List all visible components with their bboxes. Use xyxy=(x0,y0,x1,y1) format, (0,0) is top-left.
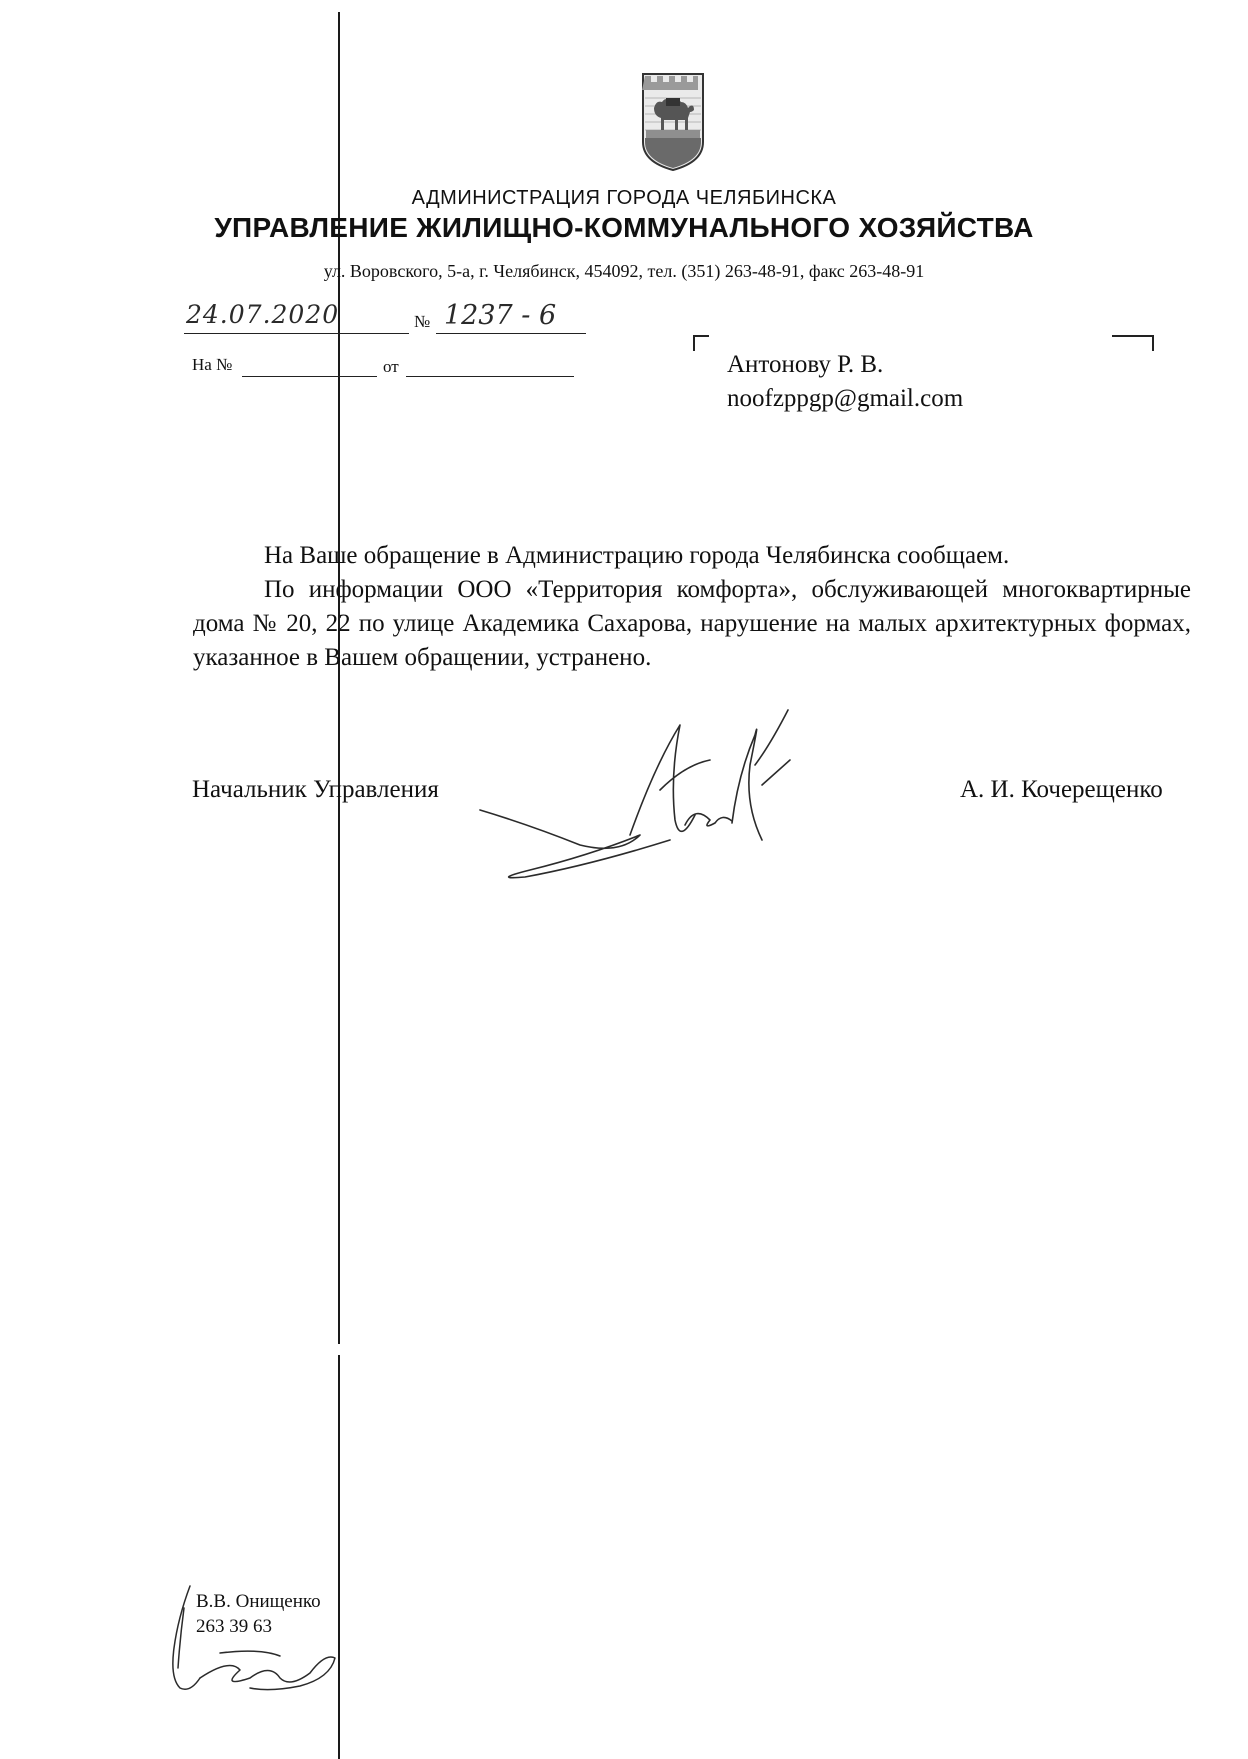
reply-date-underline xyxy=(406,376,574,377)
recipient-corner-left xyxy=(693,335,709,351)
signatory-position: Начальник Управления xyxy=(192,776,439,803)
outgoing-number: 1237 - 6 xyxy=(444,300,557,331)
body-paragraph-2: По информации ООО «Территория комфорта», обслуживающей многоквартирные дома № 20, 22 по улице Академика Сахарова, нарушение на малых архитектурных формах, указанное в Вашем обращении, устранено. xyxy=(193,576,1191,671)
letter-body xyxy=(193,539,1191,675)
signatory-name: А. И. Кочерещенко xyxy=(960,776,1163,803)
department-name: УПРАВЛЕНИЕ ЖИЛИЩНО-КОММУНАЛЬНОГО ХОЗЯЙСТВА xyxy=(214,212,1034,243)
reply-to-label: На № xyxy=(192,355,233,374)
executor-phone: 263 39 63 xyxy=(196,1616,272,1637)
recipient-email: noofzppgp@gmail.com xyxy=(727,385,964,412)
outgoing-date: 24.07.2020 xyxy=(186,300,340,329)
chelyabinsk-coat-of-arms-icon xyxy=(640,68,706,172)
number-sign: № xyxy=(414,312,431,331)
administration-name: АДМИНИСТРАЦИЯ ГОРОДА ЧЕЛЯБИНСКА xyxy=(411,187,837,209)
recipient-corner-right xyxy=(1112,335,1154,351)
recipient-name: Антонову Р. В. xyxy=(727,351,884,378)
handwritten-signature xyxy=(470,705,830,890)
number-underline xyxy=(436,333,586,334)
date-underline xyxy=(184,333,409,334)
department-address: ул. Воровского, 5-а, г. Челябинск, 454092, тел. (351) 263-48-91, факс 263-48-91 xyxy=(323,261,925,281)
reply-number-underline xyxy=(242,376,377,377)
executor-signature xyxy=(160,1578,350,1708)
executor-name: В.В. Онищенко xyxy=(196,1591,321,1612)
body-paragraph-1: На Ваше обращение в Администрацию города Челябинска сообщаем. xyxy=(264,542,1010,569)
from-label: от xyxy=(383,357,399,376)
